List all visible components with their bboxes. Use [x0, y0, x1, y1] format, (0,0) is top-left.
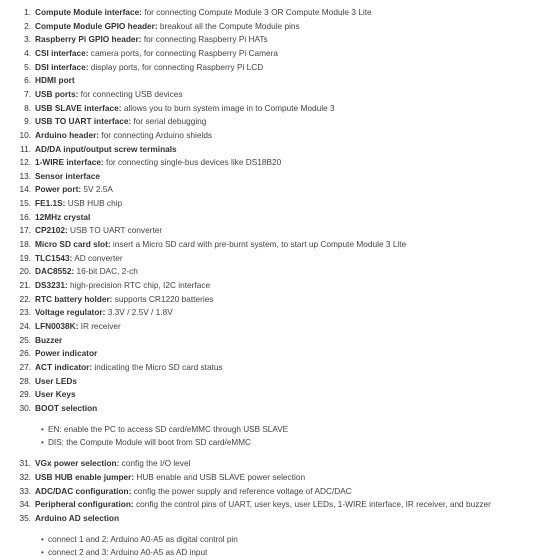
bullet-icon: •: [41, 548, 44, 558]
item-term: USB ports:: [35, 88, 79, 99]
item-number: 4.: [24, 47, 31, 58]
list-item: [0, 61, 534, 75]
item-number: 28.: [19, 375, 31, 386]
item-content: [35, 457, 190, 471]
sub-item-text: connect 1 and 2: Arduino A0-A5 as digital control pin: [48, 534, 238, 544]
item-term: DS3231:: [35, 280, 68, 290]
item-term: Power indicator: [35, 348, 98, 359]
list-item: [0, 320, 534, 334]
item-content: [35, 512, 119, 526]
list-item: [0, 238, 534, 252]
list-item: [0, 115, 534, 129]
item-term: USB TO UART interface:: [35, 116, 132, 127]
item-content: [35, 88, 183, 102]
item-description: 3.3V / 2.5V / 1.8V: [105, 307, 173, 318]
item-content: [35, 129, 212, 143]
item-description: for connecting Raspberry Pi HATs: [141, 34, 268, 45]
item-number: 31.: [19, 458, 31, 469]
list-item: [0, 74, 534, 88]
item-term: USB SLAVE interface:: [35, 102, 122, 113]
item-content: [35, 320, 121, 334]
list-item: [0, 129, 534, 143]
item-number: 9.: [24, 116, 31, 127]
item-number: 33.: [19, 485, 31, 496]
item-description: config the power supply and reference voltage of ADC/DAC: [131, 485, 352, 496]
item-number: 26.: [19, 348, 31, 359]
item-number: 15.: [19, 198, 31, 209]
item-description: high-precision RTC chip, I2C interface: [67, 280, 211, 290]
item-content: [35, 102, 335, 116]
item-term: HDMI port: [35, 75, 75, 86]
item-number: 10.: [19, 129, 31, 140]
list-item: [0, 375, 534, 389]
item-number: 16.: [19, 211, 31, 222]
item-number: 21.: [19, 280, 31, 290]
list-item: [0, 457, 534, 471]
list-item: [0, 183, 534, 197]
item-number: 11.: [20, 143, 31, 154]
item-content: [35, 197, 122, 211]
item-description: allows you to burn system image in to Compute Module 3: [121, 102, 335, 113]
item-description: AD converter: [72, 252, 123, 263]
item-content: [35, 498, 491, 512]
list-item: [0, 47, 534, 61]
item-description: insert a Micro SD card with pre-burnt system, to start up Compute Module 3 Lite: [110, 239, 407, 250]
list-item: [0, 20, 534, 34]
item-number: 27.: [19, 361, 31, 372]
item-content: [35, 347, 97, 361]
item-content: [35, 252, 123, 266]
item-term: Micro SD card slot:: [35, 239, 111, 250]
item-term: TLC1543:: [35, 252, 73, 263]
item-term: DAC8552:: [35, 266, 75, 277]
item-content: [35, 20, 300, 34]
item-description: 5V 2.5A: [81, 184, 113, 195]
item-number: 17.: [19, 225, 31, 236]
item-content: [35, 47, 278, 61]
item-number: 19.: [19, 252, 31, 263]
item-content: [35, 115, 206, 129]
item-term: AD/DA input/output screw terminals: [35, 143, 177, 154]
item-number: 24.: [19, 320, 31, 331]
item-description: for connecting Compute Module 3 OR Compute Module 3 Lite: [141, 7, 372, 17]
item-number: 5.: [24, 61, 31, 72]
item-content: [35, 265, 138, 279]
item-content: [35, 170, 100, 184]
item-number: 14.: [19, 184, 31, 195]
boot-sub-item: [0, 436, 534, 450]
item-term: Voltage regulator:: [35, 307, 106, 318]
item-term: User LEDs: [35, 375, 77, 386]
item-term: Power port:: [35, 184, 82, 195]
list-item: [0, 498, 534, 512]
list-item: [0, 265, 534, 279]
item-number: 12.: [19, 157, 31, 168]
list-item: [0, 224, 534, 238]
item-term: User Keys: [35, 389, 76, 400]
sub-item-text: EN: enable the PC to access SD card/eMMC through USB SLAVE: [48, 424, 289, 434]
list-item: [0, 88, 534, 102]
item-description: for serial debugging: [131, 116, 207, 127]
item-content: [35, 361, 223, 375]
list-item: [0, 471, 534, 485]
bullet-icon: •: [41, 438, 44, 448]
bullet-icon: •: [41, 424, 44, 434]
item-number: 13.: [19, 170, 31, 181]
item-term: Buzzer: [35, 334, 63, 345]
sub-item-text: DIS: the Compute Module will boot from SD card/eMMC: [48, 438, 251, 448]
item-description: display ports, for connecting Raspberry Pi LCD: [88, 61, 264, 72]
list-item: [0, 197, 534, 211]
item-term: CSI interface:: [35, 47, 89, 58]
arduino-sub-item: [0, 533, 534, 547]
item-content: [35, 485, 352, 499]
item-description: USB HUB chip: [65, 198, 123, 209]
item-description: 16-bit DAC, 2-ch: [74, 266, 138, 277]
sub-item-text: connect 2 and 3: Arduino A0-A5 as AD input: [48, 548, 208, 558]
item-description: USB TO UART converter: [67, 225, 163, 236]
item-content: [35, 375, 77, 389]
bullet-icon: •: [41, 534, 44, 544]
item-number: 30.: [19, 402, 31, 413]
item-term: RTC battery holder:: [35, 293, 113, 304]
list-item: [0, 252, 534, 266]
list-item: [0, 33, 534, 47]
list-item: [0, 361, 534, 375]
item-description: config the I/O level: [119, 458, 191, 469]
item-term: Arduino header:: [35, 129, 100, 140]
item-content: [35, 306, 173, 320]
list-item: [0, 306, 534, 320]
item-number: 2.: [24, 20, 31, 31]
item-description: config the control pins of UART, user keys, user LEDs, 1-WIRE interface, IR receiver, and buzzer: [133, 499, 491, 510]
item-content: [35, 402, 97, 416]
item-content: [35, 238, 406, 252]
item-term: Arduino AD selection: [35, 512, 120, 523]
list-item: [0, 388, 534, 402]
item-content: [35, 74, 75, 88]
item-term: Raspberry Pi GPIO header:: [35, 34, 142, 45]
item-number: 35.: [19, 512, 31, 523]
list-item: [0, 6, 534, 20]
item-content: [35, 156, 281, 170]
item-term: Sensor interface: [35, 170, 101, 181]
item-number: 7.: [24, 88, 31, 99]
item-content: [35, 293, 213, 307]
item-description: HUB enable and USB SLAVE power selection: [134, 471, 306, 482]
item-number: 18.: [19, 239, 31, 250]
list-item: [0, 211, 534, 225]
item-number: 32.: [19, 471, 31, 482]
item-term: Compute Module GPIO header:: [35, 20, 158, 31]
list-item: [0, 512, 534, 526]
item-content: [35, 6, 372, 20]
item-content: [35, 183, 113, 197]
item-content: [35, 224, 162, 238]
list-item: [0, 170, 534, 184]
item-number: 25.: [19, 334, 31, 345]
list-item: [0, 102, 534, 116]
item-term: Compute Module interface:: [35, 7, 142, 17]
item-number: 8.: [24, 102, 31, 113]
item-content: [35, 33, 268, 47]
list-item: [0, 143, 534, 157]
list-item: [0, 485, 534, 499]
item-description: for connecting USB devices: [78, 88, 183, 99]
list-item: [0, 334, 534, 348]
item-term: FE1.1S:: [35, 198, 66, 209]
item-number: 3.: [24, 34, 31, 45]
item-content: [35, 471, 305, 485]
item-content: [35, 334, 62, 348]
item-number: 6.: [24, 75, 31, 86]
item-description: IR receiver: [78, 320, 121, 331]
list-item: [0, 293, 534, 307]
item-content: [35, 61, 263, 75]
arduino-sub-item: [0, 546, 534, 560]
item-term: BOOT selection: [35, 402, 98, 413]
item-term: 1-WIRE interface:: [35, 157, 104, 168]
item-number: 23.: [19, 307, 31, 318]
item-term: ACT indicator:: [35, 361, 93, 372]
list-item: [0, 402, 534, 416]
item-term: 12MHz crystal: [35, 211, 91, 222]
item-description: indicating the Micro SD card status: [92, 361, 223, 372]
item-description: supports CR1220 batteries: [112, 293, 214, 304]
item-description: for connecting Arduino shields: [99, 129, 213, 140]
item-term: Peripheral configuration:: [35, 499, 134, 510]
item-term: LFN0038K:: [35, 320, 79, 331]
list-item: [0, 156, 534, 170]
item-content: [35, 279, 210, 293]
item-term: ADC/DAC configuration:: [35, 485, 132, 496]
boot-sub-item: [0, 423, 534, 437]
item-description: for connecting single-bus devices like DS18B20: [103, 157, 282, 168]
item-content: [35, 143, 177, 157]
item-content: [35, 388, 76, 402]
item-description: breakout all the Compute Module pins: [157, 20, 300, 31]
item-number: 1.: [24, 7, 31, 17]
list-item: [0, 279, 534, 293]
item-number: 22.: [19, 293, 31, 304]
item-term: CP2102:: [35, 225, 68, 236]
item-description: camera ports, for connecting Raspberry Pi Camera: [88, 47, 279, 58]
item-number: 29.: [19, 389, 31, 400]
item-number: 20.: [19, 266, 31, 277]
item-content: [35, 211, 90, 225]
item-term: DSI interface:: [35, 61, 89, 72]
list-item: [0, 347, 534, 361]
item-term: VGx power selection:: [35, 458, 120, 469]
item-term: USB HUB enable jumper:: [35, 471, 135, 482]
item-number: 34.: [19, 499, 31, 510]
